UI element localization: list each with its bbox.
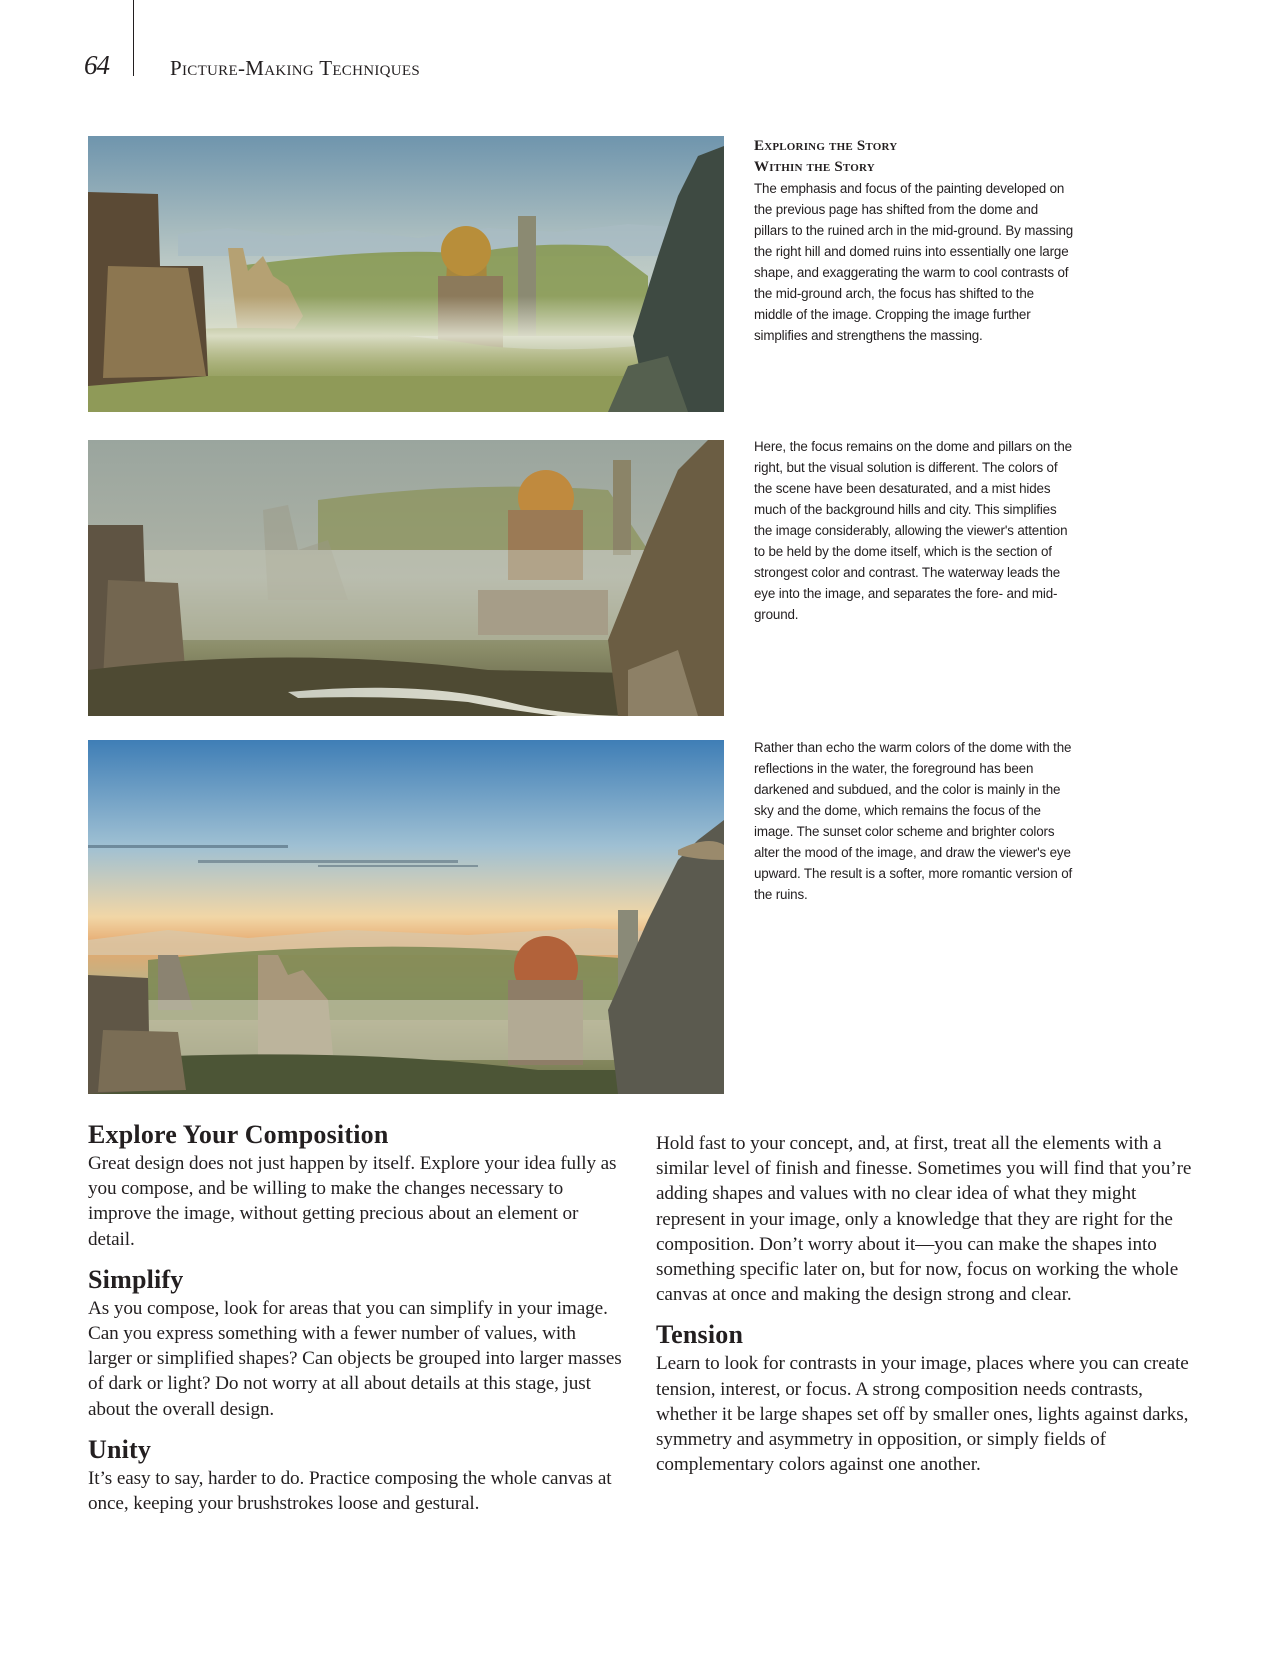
figure-3-caption: Rather than echo the warm colors of the dome with the reflections in the water, the foreground has been darkened and subdued, and the color is mainly in the sky and the dome, which remains the focus of the image. The sunset color scheme and brighter colors alter the mood of the image, and draw the viewer's eye upward. The result is a softer, more romantic version of the ruins. [754, 740, 1073, 902]
heading-simplify: Simplify [88, 1264, 184, 1294]
heading-explore-your-composition: Explore Your Composition [88, 1120, 389, 1149]
paragraph-unity: It’s easy to say, harder to do. Practice composing the whole canvas at once, keeping your brushstrokes loose and gestural. [88, 1467, 612, 1515]
painting-sunset-romantic-ruins [88, 740, 724, 1094]
header-rule [133, 0, 134, 76]
caption-title-line-1: Exploring the Story [754, 138, 898, 154]
caption-body: The emphasis and focus of the painting developed on the previous page has shifted from the dome and pillars to the ruined arch in the mid-ground. By massing the right hill and domed ruins into essentially one large shape, and exaggerating the warm to cool contrasts of the mid-ground arch, the focus has shifted to the middle of the image. Cropping the image further simplifies and strengthens the massing. [754, 181, 1074, 343]
figure-1-caption [754, 136, 1074, 346]
running-head: Picture-Making Techniques [170, 56, 421, 80]
figure-2-painting [88, 440, 724, 716]
heading-unity: Unity [88, 1434, 152, 1464]
page-number: 64 [84, 50, 109, 80]
paragraph-explore: Great design does not just happen by itself. Explore your idea fully as you compose, and be willing to make the changes necessary to improve the image, without getting precious about an element or detail. [88, 1153, 617, 1250]
painting-desaturated-mist-dome-focus [88, 440, 724, 716]
figure-1-painting [88, 136, 724, 412]
left-column [88, 1119, 623, 1528]
paragraph-simplify: As you compose, look for areas that you can simplify in your image. Can you express something with a fewer number of values, with larger or simplified shapes? Can objects be grouped into larger masses of dark or light? Do not worry at all about details at this stage, just about the overall design. [88, 1297, 622, 1420]
figure-3-painting [88, 740, 724, 1094]
paragraph-unity-continued: Hold fast to your concept, and, at first, treat all the elements with a similar level of finish and finesse. Sometimes you will find that you’re adding shapes and values with no clear idea of what they might represent in your image, only a knowledge that they are right for the composition. Don’t worry about it—you can make the shapes into something specific later on, but for now, focus on working the whole canvas at once and making the design strong and clear. [656, 1133, 1192, 1306]
right-column [656, 1131, 1201, 1489]
caption-title-line-2: Within the Story [754, 159, 875, 175]
paragraph-tension: Learn to look for contrasts in your image, places where you can create tension, interest, or focus. A strong composition needs contrasts, whether it be large shapes set off by smaller ones, lights against darks, symmetry and asymmetry in opposition, or simply fields of complementary colors against one another. [656, 1353, 1189, 1476]
heading-tension: Tension [656, 1320, 744, 1350]
painting-misty-ruins-arch-focus [88, 136, 724, 412]
figure-2-caption: Here, the focus remains on the dome and pillars on the right, but the visual solution is different. The colors of the scene have been desaturated, and a mist hides much of the background hills and city. This simplifies the image considerably, allowing the viewer's attention to be held by the dome itself, which is the section of strongest color and contrast. The waterway leads the eye into the image, and separates the fore- and mid-ground. [754, 439, 1072, 622]
